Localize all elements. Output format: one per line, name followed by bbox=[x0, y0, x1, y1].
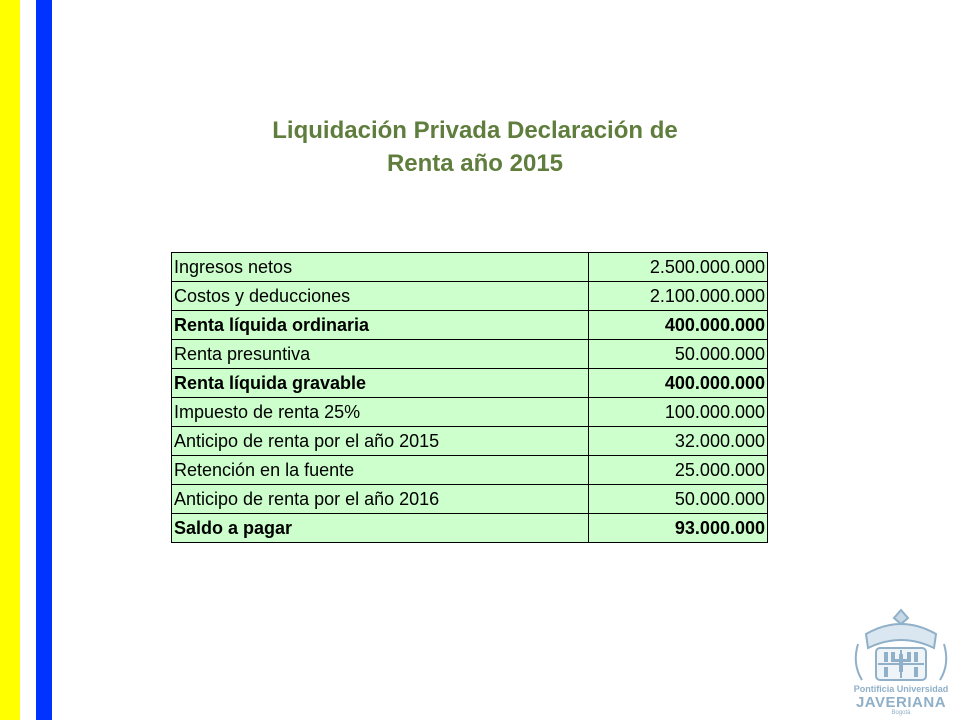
table-row bbox=[172, 456, 768, 485]
logo-text-line3: Bogotá bbox=[891, 710, 911, 716]
row-label: Retención en la fuente bbox=[172, 456, 589, 485]
row-value: 2.500.000.000 bbox=[589, 253, 768, 282]
row-label: Renta presuntiva bbox=[172, 340, 589, 369]
slide-title-line1: Liquidación Privada Declaración de bbox=[272, 117, 678, 144]
row-value: 50.000.000 bbox=[589, 340, 768, 369]
table-row bbox=[172, 514, 768, 543]
row-value: 50.000.000 bbox=[589, 485, 768, 514]
left-white-stripe bbox=[20, 0, 36, 720]
table-row bbox=[172, 253, 768, 282]
row-value: 100.000.000 bbox=[589, 398, 768, 427]
row-label: Renta líquida gravable bbox=[172, 369, 589, 398]
left-yellow-stripe bbox=[0, 0, 20, 720]
row-value: 400.000.000 bbox=[589, 369, 768, 398]
row-label: Saldo a pagar bbox=[172, 514, 589, 543]
table-row bbox=[172, 340, 768, 369]
slide-title bbox=[190, 114, 760, 180]
table-row bbox=[172, 282, 768, 311]
row-label: Anticipo de renta por el año 2016 bbox=[172, 485, 589, 514]
table-row bbox=[172, 369, 768, 398]
row-label: Ingresos netos bbox=[172, 253, 589, 282]
row-label: Costos y deducciones bbox=[172, 282, 589, 311]
table-row bbox=[172, 485, 768, 514]
left-blue-stripe bbox=[36, 0, 52, 720]
logo-text-line2: JAVERIANA bbox=[855, 694, 947, 711]
row-label: Impuesto de renta 25% bbox=[172, 398, 589, 427]
row-value: 2.100.000.000 bbox=[589, 282, 768, 311]
row-label: Anticipo de renta por el año 2015 bbox=[172, 427, 589, 456]
row-value: 32.000.000 bbox=[589, 427, 768, 456]
slide-title-line2: Renta año 2015 bbox=[386, 150, 564, 177]
table-row bbox=[172, 398, 768, 427]
row-value: 25.000.000 bbox=[589, 456, 768, 485]
liquidacion-table bbox=[171, 252, 768, 543]
logo-text-line1: Pontificia Universidad bbox=[853, 684, 949, 694]
table-row bbox=[172, 427, 768, 456]
row-label: Renta líquida ordinaria bbox=[172, 311, 589, 340]
row-value: 400.000.000 bbox=[589, 311, 768, 340]
row-value: 93.000.000 bbox=[589, 514, 768, 543]
table-row bbox=[172, 311, 768, 340]
